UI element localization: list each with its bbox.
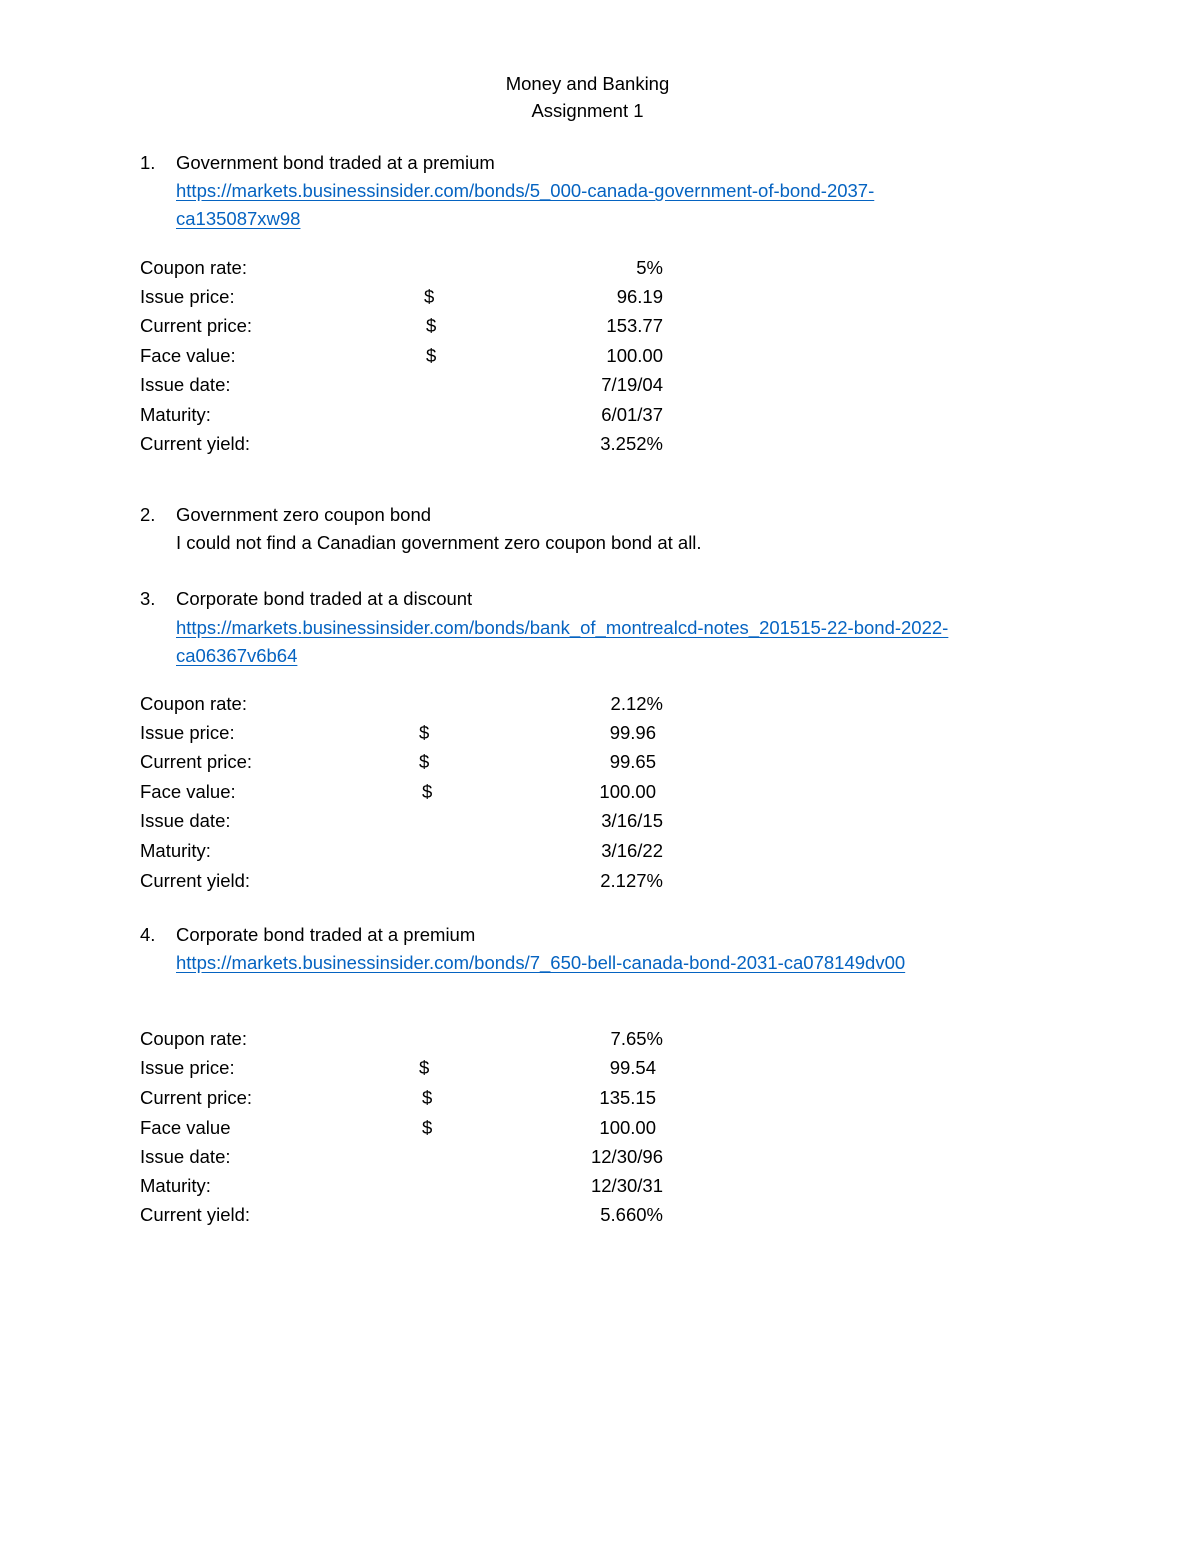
row-label: Issue price: [140,286,235,307]
section-3-link[interactable]: https://markets.businessinsider.com/bonds/bank_of_montrealcd-notes_201515-22-bond-2022- [176,617,949,638]
row-label: Issue price: [140,722,235,743]
section-3-row-maturity [140,836,663,865]
section-3-heading [140,585,472,613]
section-number: 3. [140,588,156,609]
section-3-row-current-price [140,747,656,776]
section-1-row-face-value [140,341,663,370]
row-value: 3/16/15 [601,810,663,831]
row-label: Current yield: [140,870,251,891]
row-value: 135.15 [599,1087,656,1108]
row-value: 99.96 [609,722,656,743]
section-heading-text: Government bond traded at a premium [176,152,495,173]
row-value: 7.65% [610,1028,663,1049]
dollar-sign: $ [422,1087,433,1108]
row-value: 100.00 [599,1117,656,1138]
row-label: Coupon rate: [140,693,247,714]
row-value: 5.660% [600,1204,663,1225]
row-label: Face value: [140,781,236,802]
section-4-link[interactable]: https://markets.businessinsider.com/bonds/7_650-bell-canada-bond-2031-ca078149dv00 [176,952,906,973]
section-1-link[interactable]: https://markets.businessinsider.com/bonds/5_000-canada-government-of-bond-2037- [176,180,875,201]
row-value: 6/01/37 [601,404,663,425]
section-4-row-maturity [140,1171,663,1200]
section-number: 4. [140,924,156,945]
dollar-sign: $ [422,781,433,802]
document-title: Money and Banking [505,73,670,94]
row-value: 3/16/22 [601,840,663,861]
row-label: Coupon rate: [140,257,247,278]
section-1-row-coupon-rate [140,253,663,282]
section-3-row-coupon-rate [140,689,663,718]
section-heading-text: Corporate bond traded at a discount [176,588,473,609]
section-3-row-issue-price [140,718,656,747]
row-value: 99.54 [609,1057,656,1078]
section-1-row-current-yield [140,429,663,458]
dollar-sign: $ [426,315,437,336]
section-4-row-issue-date [140,1142,663,1171]
section-4-row-coupon-rate [140,1024,663,1053]
section-1-heading [140,149,495,177]
row-value: 3.252% [600,433,663,454]
row-label: Coupon rate: [140,1028,247,1049]
section-4-heading [140,921,475,949]
section-4-row-current-yield [140,1200,663,1229]
section-3-row-current-yield [140,866,663,895]
row-value: 2.12% [610,693,663,714]
section-1-row-issue-date [140,370,663,399]
row-label: Issue date: [140,1146,231,1167]
section-2-heading [140,501,431,529]
row-value: 2.127% [600,870,663,891]
section-4-row-face-value [140,1113,656,1142]
row-value: 5% [636,257,663,278]
section-3-link-continued[interactable]: ca06367v6b64 [176,645,298,666]
row-label: Current price: [140,315,253,336]
document-subtitle: Assignment 1 [531,100,644,121]
row-value: 12/30/96 [590,1146,663,1167]
row-label: Maturity: [140,840,211,861]
dollar-sign: $ [419,1057,430,1078]
section-number: 2. [140,504,156,525]
row-value: 100.00 [599,781,656,802]
section-4-row-current-price [140,1083,656,1112]
row-value: 100.00 [606,345,663,366]
dollar-sign: $ [424,286,435,307]
row-label: Issue date: [140,374,231,395]
row-label: Maturity: [140,404,211,425]
row-value: 96.19 [616,286,663,307]
row-label: Current yield: [140,1204,251,1225]
dollar-sign: $ [426,345,437,366]
section-4-row-issue-price [140,1053,656,1082]
section-1-row-maturity [140,400,663,429]
row-value: 153.77 [606,315,663,336]
section-heading-text: Corporate bond traded at a premium [176,924,476,945]
row-value: 7/19/04 [601,374,663,395]
row-value: 99.65 [609,751,656,772]
section-1-link-continued[interactable]: ca135087xw98 [176,208,301,229]
row-label: Current price: [140,1087,253,1108]
row-label: Issue date: [140,810,231,831]
row-value: 12/30/31 [590,1175,663,1196]
dollar-sign: $ [419,722,430,743]
dollar-sign: $ [419,751,430,772]
section-3-row-face-value [140,777,656,806]
section-1-row-current-price [140,311,663,340]
section-1-row-issue-price [140,282,663,311]
row-label: Face value [140,1117,231,1138]
row-label: Current price: [140,751,253,772]
section-number: 1. [140,152,156,173]
section-2-text: I could not find a Canadian government zero coupon bond at all. [176,532,702,553]
row-label: Current yield: [140,433,251,454]
row-label: Maturity: [140,1175,211,1196]
section-heading-text: Government zero coupon bond [176,504,432,525]
section-3-row-issue-date [140,806,663,835]
dollar-sign: $ [422,1117,433,1138]
row-label: Face value: [140,345,236,366]
row-label: Issue price: [140,1057,235,1078]
